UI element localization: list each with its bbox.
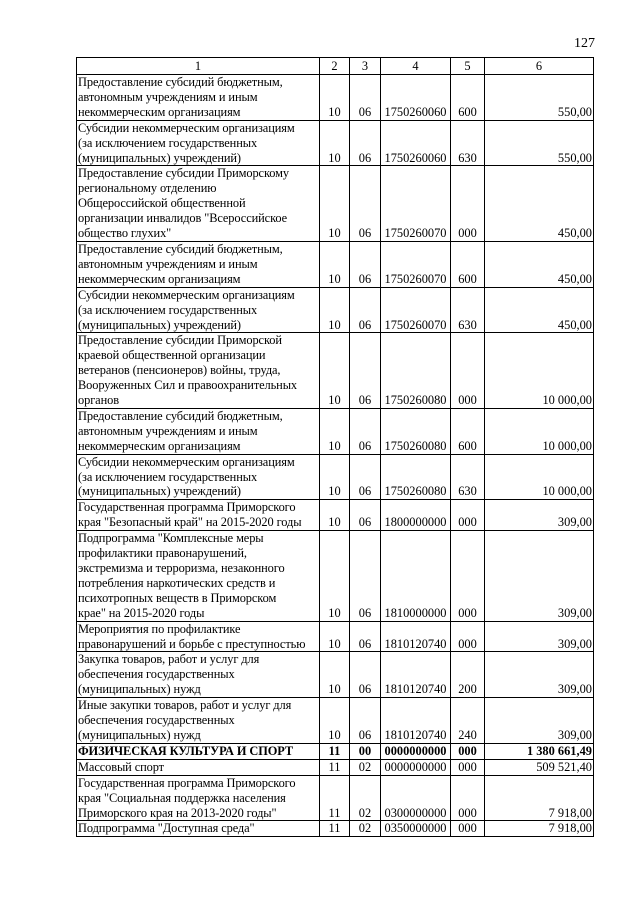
cell-expense-type: 000 <box>451 743 485 759</box>
cell-subsection: 06 <box>350 408 381 454</box>
table-row <box>77 241 594 287</box>
table-row <box>77 120 594 166</box>
cell-target-article: 0000000000 <box>381 759 451 775</box>
cell-subsection: 02 <box>350 759 381 775</box>
cell-section: 10 <box>320 241 350 287</box>
cell-expense-type: 000 <box>451 166 485 242</box>
cell-amount: 450,00 <box>485 166 594 242</box>
cell-section: 10 <box>320 333 350 409</box>
cell-section: 10 <box>320 166 350 242</box>
table-row <box>77 454 594 500</box>
column-header-5: 5 <box>451 58 485 75</box>
cell-section: 11 <box>320 821 350 837</box>
cell-target-article: 0000000000 <box>381 743 451 759</box>
cell-subsection: 02 <box>350 775 381 821</box>
cell-description: Субсидии некоммерческим организациям (за исключением государственных (муниципальных) учреждений) <box>77 287 320 333</box>
cell-expense-type: 000 <box>451 531 485 621</box>
budget-table <box>76 57 594 837</box>
cell-section: 10 <box>320 621 350 652</box>
cell-section: 11 <box>320 775 350 821</box>
table-row <box>77 75 594 121</box>
cell-subsection: 06 <box>350 698 381 744</box>
cell-target-article: 1800000000 <box>381 500 451 531</box>
cell-description: Иные закупки товаров, работ и услуг для обеспечения государственных (муниципальных) нужд <box>77 698 320 744</box>
cell-description: ФИЗИЧЕСКАЯ КУЛЬТУРА И СПОРТ <box>77 743 320 759</box>
cell-expense-type: 630 <box>451 287 485 333</box>
cell-section: 10 <box>320 531 350 621</box>
table-row <box>77 166 594 242</box>
cell-description: Государственная программа Приморского края "Социальная поддержка населения Приморского края на 2013-2020 годы" <box>77 775 320 821</box>
cell-target-article: 1810000000 <box>381 531 451 621</box>
table-row <box>77 333 594 409</box>
cell-subsection: 06 <box>350 75 381 121</box>
cell-target-article: 1810120740 <box>381 698 451 744</box>
cell-amount: 7 918,00 <box>485 775 594 821</box>
cell-expense-type: 630 <box>451 120 485 166</box>
cell-amount: 550,00 <box>485 120 594 166</box>
cell-amount: 10 000,00 <box>485 408 594 454</box>
cell-description: Массовый спорт <box>77 759 320 775</box>
column-header-4: 4 <box>381 58 451 75</box>
cell-amount: 7 918,00 <box>485 821 594 837</box>
table-row <box>77 408 594 454</box>
cell-expense-type: 200 <box>451 652 485 698</box>
cell-subsection: 06 <box>350 500 381 531</box>
table-row <box>77 821 594 837</box>
cell-description: Предоставление субсидий бюджетным, автономным учреждениям и иным некоммерческим организациям <box>77 75 320 121</box>
cell-description: Подпрограмма "Комплексные меры профилактики правонарушений, экстремизма и терроризма, незаконного потребления наркотических средств и психотропных веществ в Приморском крае" на 2015-2020 годы <box>77 531 320 621</box>
column-header-2: 2 <box>320 58 350 75</box>
cell-amount: 309,00 <box>485 531 594 621</box>
cell-section: 10 <box>320 408 350 454</box>
cell-expense-type: 000 <box>451 775 485 821</box>
table-row <box>77 652 594 698</box>
cell-amount: 309,00 <box>485 698 594 744</box>
cell-subsection: 02 <box>350 821 381 837</box>
cell-expense-type: 000 <box>451 500 485 531</box>
table-row <box>77 500 594 531</box>
cell-target-article: 1750260060 <box>381 120 451 166</box>
cell-amount: 309,00 <box>485 621 594 652</box>
cell-expense-type: 600 <box>451 241 485 287</box>
cell-subsection: 06 <box>350 287 381 333</box>
page-number: 127 <box>574 36 595 51</box>
cell-section: 10 <box>320 287 350 333</box>
table-row <box>77 287 594 333</box>
column-header-1: 1 <box>77 58 320 75</box>
table-row <box>77 698 594 744</box>
cell-expense-type: 630 <box>451 454 485 500</box>
cell-target-article: 1750260070 <box>381 166 451 242</box>
cell-section: 10 <box>320 652 350 698</box>
cell-description: Предоставление субсидий бюджетным, автономным учреждениям и иным некоммерческим организациям <box>77 408 320 454</box>
cell-description: Предоставление субсидий бюджетным, автономным учреждениям и иным некоммерческим организациям <box>77 241 320 287</box>
table-row <box>77 759 594 775</box>
cell-amount: 1 380 661,49 <box>485 743 594 759</box>
cell-description: Подпрограмма "Доступная среда" <box>77 821 320 837</box>
cell-subsection: 06 <box>350 166 381 242</box>
cell-subsection: 06 <box>350 531 381 621</box>
cell-target-article: 1810120740 <box>381 621 451 652</box>
cell-amount: 10 000,00 <box>485 333 594 409</box>
cell-description: Субсидии некоммерческим организациям (за исключением государственных (муниципальных) учреждений) <box>77 120 320 166</box>
cell-subsection: 06 <box>350 241 381 287</box>
cell-description: Государственная программа Приморского края "Безопасный край" на 2015-2020 годы <box>77 500 320 531</box>
cell-description: Субсидии некоммерческим организациям (за исключением государственных (муниципальных) учреждений) <box>77 454 320 500</box>
cell-expense-type: 000 <box>451 621 485 652</box>
table-row <box>77 621 594 652</box>
column-header-3: 3 <box>350 58 381 75</box>
cell-subsection: 06 <box>350 652 381 698</box>
cell-target-article: 1750260070 <box>381 241 451 287</box>
cell-target-article: 1750260060 <box>381 75 451 121</box>
cell-target-article: 1750260080 <box>381 333 451 409</box>
table-body <box>77 75 594 837</box>
cell-description: Закупка товаров, работ и услуг для обеспечения государственных (муниципальных) нужд <box>77 652 320 698</box>
table-row <box>77 743 594 759</box>
cell-expense-type: 000 <box>451 759 485 775</box>
cell-expense-type: 000 <box>451 333 485 409</box>
cell-subsection: 00 <box>350 743 381 759</box>
cell-description: Предоставление субсидии Приморскому региональному отделению Общероссийской общественной организации инвалидов "Всероссийское общество глухих" <box>77 166 320 242</box>
cell-target-article: 0350000000 <box>381 821 451 837</box>
cell-section: 10 <box>320 75 350 121</box>
cell-amount: 509 521,40 <box>485 759 594 775</box>
cell-section: 11 <box>320 743 350 759</box>
cell-target-article: 1750260070 <box>381 287 451 333</box>
cell-amount: 309,00 <box>485 500 594 531</box>
cell-amount: 450,00 <box>485 287 594 333</box>
cell-subsection: 06 <box>350 454 381 500</box>
cell-section: 10 <box>320 120 350 166</box>
column-header-6: 6 <box>485 58 594 75</box>
cell-amount: 550,00 <box>485 75 594 121</box>
cell-section: 11 <box>320 759 350 775</box>
cell-amount: 10 000,00 <box>485 454 594 500</box>
cell-section: 10 <box>320 698 350 744</box>
cell-expense-type: 600 <box>451 408 485 454</box>
cell-target-article: 1810120740 <box>381 652 451 698</box>
table-header-row <box>77 58 594 75</box>
cell-amount: 450,00 <box>485 241 594 287</box>
cell-description: Мероприятия по профилактике правонарушений и борьбе с преступностью <box>77 621 320 652</box>
cell-target-article: 1750260080 <box>381 408 451 454</box>
cell-amount: 309,00 <box>485 652 594 698</box>
cell-description: Предоставление субсидии Приморской краевой общественной организации ветеранов (пенсионеров) войны, труда, Вооруженных Сил и правоохранительных органов <box>77 333 320 409</box>
cell-target-article: 1750260080 <box>381 454 451 500</box>
table-row <box>77 775 594 821</box>
table-row <box>77 531 594 621</box>
cell-subsection: 06 <box>350 120 381 166</box>
cell-subsection: 06 <box>350 333 381 409</box>
cell-section: 10 <box>320 454 350 500</box>
cell-expense-type: 000 <box>451 821 485 837</box>
cell-expense-type: 600 <box>451 75 485 121</box>
cell-expense-type: 240 <box>451 698 485 744</box>
cell-target-article: 0300000000 <box>381 775 451 821</box>
cell-subsection: 06 <box>350 621 381 652</box>
cell-section: 10 <box>320 500 350 531</box>
